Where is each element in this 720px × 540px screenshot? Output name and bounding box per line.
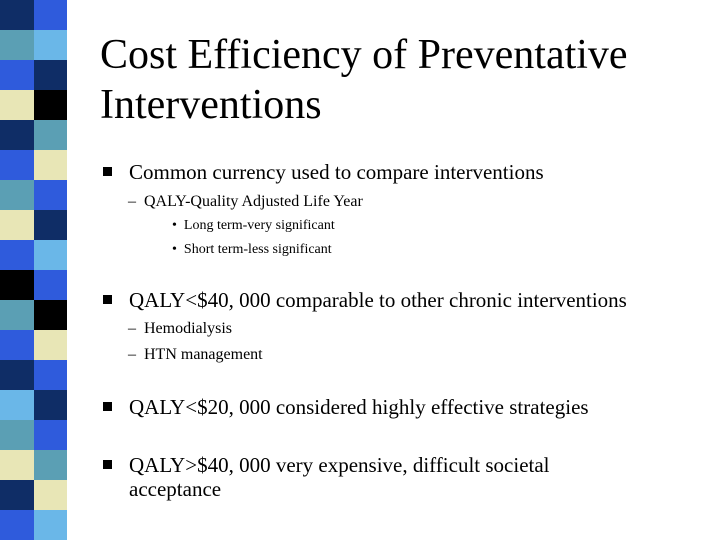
dash-icon: – (128, 193, 136, 210)
bullet-text: Common currency used to compare interventions (129, 160, 544, 184)
sub-bullet-text: QALY-Quality Adjusted Life Year (144, 193, 363, 210)
slide-title-line-1: Cost Efficiency of Preventative (100, 32, 628, 78)
stripe-column-left (0, 0, 34, 540)
sub-sub-bullet-text: Long term-very significant (183, 218, 335, 233)
decorative-stripe (0, 0, 67, 540)
sub-bullet-item (128, 345, 263, 365)
bullet-text-line-1: QALY>$40, 000 very expensive, difficult societal (129, 453, 550, 477)
bullet-text: QALY<$40, 000 comparable to other chronic interventions (129, 288, 627, 312)
square-bullet-icon (103, 460, 112, 469)
square-bullet-icon (103, 167, 112, 176)
sub-bullet-text: Hemodialysis (144, 320, 232, 337)
square-bullet-icon (103, 402, 112, 411)
slide-title (100, 30, 700, 130)
dot-icon: • (172, 242, 177, 257)
bullet-text (129, 453, 699, 501)
bullet-text: QALY<$20, 000 considered highly effective strategies (129, 395, 589, 419)
sub-bullet-item (128, 319, 232, 339)
dash-icon: – (128, 346, 136, 363)
sub-sub-bullet-text: Short term-less significant (183, 242, 332, 257)
dot-icon: • (172, 218, 177, 233)
slide-title-line-2: Interventions (100, 82, 322, 128)
sub-bullet-item (128, 192, 363, 212)
sub-sub-bullet-item (172, 241, 332, 259)
sub-bullet-text: HTN management (144, 346, 263, 363)
sub-sub-bullet-item (172, 217, 335, 235)
dash-icon: – (128, 320, 136, 337)
bullet-text-line-2: acceptance (129, 477, 222, 501)
stripe-column-right (34, 0, 67, 540)
square-bullet-icon (103, 295, 112, 304)
